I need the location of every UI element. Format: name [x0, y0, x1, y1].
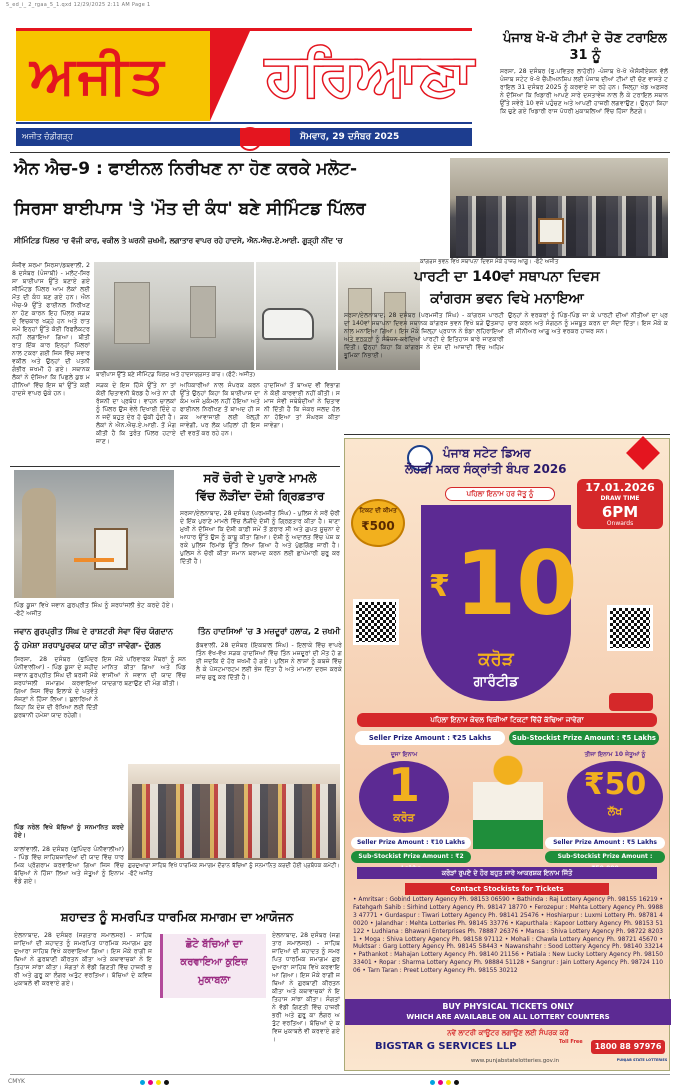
sub3-prize: Sub-Stockist Prize Amount : [545, 851, 665, 863]
masthead-logo-right: ਹਰਿਆਣਾ [266, 43, 475, 108]
sarson-headline-line1: ਸਰੋਂ ਚੋਰੀ ਦੇ ਪੁਰਾਣੇ ਮਾਮਲੇ [203, 471, 317, 485]
registration-dot-magenta [148, 1080, 153, 1085]
pillar-right [190, 286, 216, 338]
second-prize-unit: ਕਰੋੜ [393, 811, 415, 824]
masthead-logo-left: ਅਜੀਤ [30, 46, 167, 106]
third-prize-amount: ₹50 [583, 767, 647, 802]
ad-title2: ਲੋਹੜੀ ਮਕਰ ਸੰਕ੍ਰਾਂਤੀ ਬੰਪਰ 2026 [405, 462, 567, 476]
ad-website: www.punjabstatelotteries.gov.in [470, 1058, 560, 1064]
ticket-price-label: ਟਿਕਟ ਦੀ ਕੀਮਤ [359, 507, 397, 514]
registration-dot-cyan [140, 1080, 145, 1085]
masthead-red-bar [240, 128, 290, 146]
toll-free-label: Toll Free [559, 1039, 583, 1045]
portrait-frame [538, 218, 564, 244]
seller2-prize: Seller Prize Amount : ₹10 Lakhs [351, 837, 471, 849]
draw-onwards: Onwards [606, 520, 634, 527]
company-name: BIGSTAR G SERVICES LLP [375, 1041, 517, 1052]
buy-physical: BUY PHYSICAL TICKETS ONLY [442, 1002, 574, 1011]
congress-photo-caption: ਕਾਂਗਰਸ ਭਵਨ ਵਿਖੇ ਸਥਾਪਨਾ ਦਿਵਸ ਮੌਕੇ ਹਾਜ਼ਰ ਆਗੂ। -ਫੋਟੋ ਅਜੀਤ [420, 259, 559, 265]
second-prize-amount: 1 [387, 758, 420, 812]
ad-title1: ਪੰਜਾਬ ਸਟੇਟ ਡਿਅਰ [443, 446, 531, 460]
car-wreck [262, 308, 314, 340]
chhota-caption: ਪਿੰਡ ਨਰੇਲ ਵਿਖੇ ਬੱਚਿਆਂ ਨੂੰ ਸਨਮਾਨਿਤ ਕਰਦੇ ਹੋਏ। [14, 824, 124, 839]
shahadat-headline: ਸ਼ਹਾਦਤ ਨੂੰ ਸਮਰਪਿਤ ਧਾਰਮਿਕ ਸਮਾਗਮ ਦਾ ਆਯੋਜਨ [60, 910, 294, 924]
qr-code-left [353, 599, 399, 645]
lead-subhead: ਸੀਮਿੰਟਿਡ ਪਿੱਲਰ 'ਚ ਵੱਜੀ ਕਾਰ, ਵਕੀਲ ਤੇ ਘਰਨੀ ਜ਼ਖਮੀ, ਲਗਾਤਾਰ ਵਾਪਰ ਰਹੇ ਹਾਦਸੇ, ਐਨ.ਐਚ.ਏ.ਆਈ. ਗੂੜ੍ਹੀ ਨੀਂਦ 'ਚ [14, 236, 343, 245]
ticket-price: ₹500 [361, 519, 395, 533]
registration-dot-yellow [156, 1080, 161, 1085]
main-prize-amount: 10 [455, 532, 578, 635]
tribute-photo [14, 470, 174, 598]
lead-col3: ਅਧਿਕਾਰੀਆਂ ਨਾਲ ਸੰਪਰਕ ਕਰਨ ਉੱਤੇ ਉਨ੍ਹਾਂ ਕਿਹਾ ਕਿ ਬਾਈਪਾਸ ਦਾ ਕੰਮ ਅਜੇ ਮੁਕੰਮਲ ਨਹੀਂ ਹੋਇਆ ਅਤੇ ਫਾਈਨਲ ਨਿਰੀਖਣ ਤੋਂ ਬਾਅਦ ਹੀ ਸੜਕ ਆਵਾਜਾਈ ਲਈ ਖੋਲ੍ਹੀ ਜਾਵੇਗੀ, ਪਰ ਲੋਕ ਪਹਿਲਾਂ ਹੀ ਇਸ ਦੀ ਵਰਤੋਂ ਕਰ ਰਹੇ ਹਨ। [180, 382, 260, 437]
congress-photo [450, 158, 668, 258]
first-prize-label: ਪਹਿਲਾ ਇਨਾਮ ਹਰ ਜੇਤੂ ਨੂੰ [445, 487, 555, 501]
lottery-ad [344, 438, 670, 1071]
quiz-headline-line3: ਮੁਕਾਬਲਾ [197, 975, 231, 986]
lead-photo-caption: ਬਾਈਪਾਸ ਉੱਤੇ ਬਣੇ ਸੀਮਿੰਟਡ ਪਿੱਲਰ ਅਤੇ ਹਾਦਸਾਗ੍ਰਸਤ ਕਾਰ। (ਫੋਟੋ: ਅਜੀਤ) [96, 372, 255, 378]
congress-headline-line2: ਕਾਂਗਰਸ ਭਵਨ ਵਿਖੇ ਮਨਾਇਆ [430, 291, 584, 307]
masthead [16, 28, 475, 124]
tribute-photo-caption: ਪਿੰਡ ਕੂਸਾ ਵਿਖੇ ਜਵਾਨ ਗੁਰਪ੍ਰੀਤ ਸਿੰਘ ਨੂੰ ਸ਼ਰਧਾਂਜਲੀ ਭੇਟ ਕਰਦੇ ਹੋਏ। -ਫੋਟੋ ਅਜੀਤ [14, 602, 174, 617]
registration-dot-cyan [430, 1080, 435, 1085]
third-prize-unit: ਲੱਖ [607, 805, 623, 818]
seller3-prize: Seller Prize Amount : ₹5 Lakhs [545, 837, 665, 849]
flag-stripe [74, 558, 114, 562]
masthead-date: ਸੋਮਵਾਰ, 29 ਦਸੰਬਰ 2025 [300, 132, 400, 142]
new-counter-line: ਨਵੇਂ ਲਾਟਰੀ ਕਾਊਂਟਰ ਲਗਾਉਣ ਲਈ ਸੰਪਰਕ ਕਰੋ [447, 1029, 569, 1037]
sarson-headline-line2: ਵਿੱਚ ਲੋੜੀਂਦਾ ਦੋਸ਼ੀ ਗ੍ਰਿਫ਼ਤਾਰ [195, 489, 325, 503]
print-slug: 5_ed_i_ 2_rgaa_5_1.qxd 12/29/2025 2:11 AM Page 1 [6, 2, 151, 8]
substockist-prize: Sub-Stockist Prize Amount : ₹5 Lakhs [509, 731, 659, 745]
third-prize-label: ਤੀਜਾ ਇਨਾਮ 10 ਜੇਤੂਆਂ ਨੂੰ [584, 751, 646, 758]
stockists-list: • Amritsar : Gobind Lottery Agency Ph. 98153 06590 • Bathinda : Raj Lottery Agency Ph. 98155 16219 • Fatehgarh Sahib : Sirhind Lottery Agency Ph. 98147 18770 • Ferozepur : Mehta Lottery Agency Ph. 99883 47771 • Gurdaspur : Tiwari Lottery Agency Ph. 98141 25476 • Hoshiarpur : Luxmi Lottery Ph. 98781 40020 • Jalandhar : Mehta Lotteries Ph. 98145 33776 • Kapurthala : Kapoor Lottery Agency Ph. 98153 51122 • Ludhiana : Bhawani Enterprises Ph. 78887 26376 • Mansa : Shiva Lottery Agency Ph. 98722 82031 • Moga : Shiva Lottery Agency Ph. 98158 97112 • Mohali : Chawla Lottery Agency Ph. 98721 45670 • Muktsar : Garg Lottery Agency Ph. 98145 58443 • Nawanshahr : Sood Lottery Agency Ph. 98140 33214 • Pathankot : Mahajan Lottery Agency Ph. 98140 21156 • Patiala : New Lucky Lottery Agency Ph. 98150 33401 • Ropar : Sharma Lottery Agency Ph. 98884 51128 • Sangrur : Jain Lottery Agency Ph. 98724 11006 • Tarn Taran : Preet Lottery Agency Ph. 98155 30212 [353, 897, 663, 975]
portrait-photo [94, 528, 128, 570]
rule [10, 466, 340, 467]
jawan-headline-line1: ਜਵਾਨ ਗੁਰਪ੍ਰੀਤ ਸਿੰਘ ਦੇ ਰਾਸ਼ਟਰੀ ਸੇਵਾ ਵਿੱਚ ਯੋਗਦਾਨ [14, 627, 174, 636]
sub2-prize: Sub-Stockist Prize Amount : ₹2 [351, 851, 471, 863]
bottom-rule [10, 1074, 670, 1075]
draw-date: 17.01.2026 [585, 481, 655, 494]
draw-time: 6PM [601, 503, 639, 521]
lead-col1: ਸੰਜੀਵ ਸ਼ਰਮਾ ਸਿਰਸਾ/ਡਬਵਾਲੀ, 28 ਦਸੰਬਰ (ਪੰਜਾਬੀ) - ਮਲੋਟ-ਸਿਰਸਾ ਬਾਈਪਾਸ ਉੱਤੇ ਬਣਾਏ ਗਏ ਸੀਮਿੰਟਡ ਪਿੱਲਰ ਆਮ ਲੋਕਾਂ ਲਈ ਮੌਤ ਦੀ ਕੰਧ ਬਣ ਗਏ ਹਨ। ਐਨ ਐਚ-9 ਉੱਤੇ ਫਾਈਨਲ ਨਿਰੀਖਣ ਨਾ ਹੋਣ ਕਾਰਨ ਇਹ ਪਿੱਲਰ ਸੜਕ ਦੇ ਵਿਚਕਾਰ ਖੜ੍ਹੇ ਹਨ ਅਤੇ ਰਾਤ ਸਮੇਂ ਇਨ੍ਹਾਂ ਉੱਤੇ ਕੋਈ ਰਿਫਲੈਕਟਰ ਨਹੀਂ ਲਗਾਇਆ ਗਿਆ। ਬੀਤੀ ਰਾਤ ਇੱਕ ਕਾਰ ਇਨ੍ਹਾਂ ਪਿੱਲਰਾਂ ਨਾਲ ਟਕਰਾ ਗਈ ਜਿਸ ਵਿੱਚ ਸਵਾਰ ਵਕੀਲ ਅਤੇ ਉਨ੍ਹਾਂ ਦੀ ਪਤਨੀ ਗੰਭੀਰ ਜ਼ਖਮੀ ਹੋ ਗਏ। ਸਥਾਨਕ ਲੋਕਾਂ ਨੇ ਦੱਸਿਆ ਕਿ ਪਿਛਲੇ ਕੁਝ ਮਹੀਨਿਆਂ ਵਿੱਚ ਇਸ ਥਾਂ ਉੱਤੇ ਕਈ ਹਾਦਸੇ ਵਾਪਰ ਚੁੱਕੇ ਹਨ। [12, 262, 90, 397]
stockists-title: Contact Stockists for Tickets [405, 883, 609, 895]
congress-col1: ਸਰਸਾ/ਏਲਨਾਬਾਦ, 28 ਦਸੰਬਰ (ਪਰਮਜੀਤ ਸਿੰਘ) - ਕਾਂਗਰਸ ਪਾਰਟੀ ਦਾ 140ਵਾਂ ਸਥਾਪਨਾ ਦਿਵਸ ਸਥਾਨਕ ਕਾਂਗਰਸ ਭਵਨ ਵਿਖੇ ਬੜੇ ਉਤਸ਼ਾਹ ਨਾਲ ਮਨਾਇਆ ਗਿਆ। ਇਸ ਮੌਕੇ ਜ਼ਿਲ੍ਹਾ ਪ੍ਰਧਾਨ ਨੇ ਝੰਡਾ ਲਹਿਰਾਇਆ ਅਤੇ ਵਰਕਰਾਂ ਨੂੰ ਸੰਬੋਧਨ ਕਰਦਿਆਂ ਪਾਰਟੀ ਦੇ ਇਤਿਹਾਸ ਬਾਰੇ ਜਾਣਕਾਰੀ ਦਿੱਤੀ। ਉਨ੍ਹਾਂ ਕਿਹਾ ਕਿ ਕਾਂਗਰਸ ਨੇ ਦੇਸ਼ ਦੀ ਆਜ਼ਾਦੀ ਵਿੱਚ ਅਹਿਮ ਭੂਮਿਕਾ ਨਿਭਾਈ। [344, 312, 504, 359]
ad-slogan: ਕਰੋੜਾਂ ਰੁਪਏ ਦੇ ਹੋਰ ਬਹੁਤ ਸਾਰੇ ਆਕਰਸ਼ਕ ਇਨਾਮ ਜਿੱਤੋ [357, 867, 657, 879]
registration-dot-black [164, 1080, 169, 1085]
congress-col2: ਉਨ੍ਹਾਂ ਨੇ ਵਰਕਰਾਂ ਨੂੰ ਪਿੰਡ-ਪਿੰਡ ਜਾ ਕੇ ਪਾਰਟੀ ਦੀਆਂ ਨੀਤੀਆਂ ਦਾ ਪ੍ਰਚਾਰ ਕਰਨ ਅਤੇ ਸੰਗਠਨ ਨੂੰ ਮਜ਼ਬੂਤ ਕਰਨ ਦਾ ਸੱਦਾ ਦਿੱਤਾ। ਇਸ ਮੌਕੇ ਕਈ ਸੀਨੀਅਰ ਆਗੂ ਅਤੇ ਵਰਕਰ ਹਾਜ਼ਰ ਸਨ। [508, 312, 668, 335]
available-counters: WHICH ARE AVAILABLE ON ALL LOTTERY COUNTERS [406, 1013, 610, 1021]
second-prize-label: ਦੂਜਾ ਇਨਾਮ [390, 751, 418, 758]
group-people [132, 784, 336, 858]
qr-code-right [607, 605, 653, 651]
tractor-icon [609, 693, 653, 711]
congress-headline-line1: ਪਾਰਟੀ ਦਾ 140ਵਾਂ ਸਥਾਪਨਾ ਦਿਵਸ [414, 269, 600, 285]
seller-prize: Seller Prize Amount : ₹25 Lakhs [355, 731, 505, 745]
quiz-headline-line1: ਛੋਟੇ ਬੱਚਿਆਂ ਦਾ [185, 939, 243, 950]
accident-body: ਡੱਬਵਾਲੀ, 28 ਦਸੰਬਰ (ਇਕਬਾਲ ਸਿੰਘ) - ਇਲਾਕੇ ਵਿੱਚ ਵਾਪਰੇ ਤਿੰਨ ਵੱਖ-ਵੱਖ ਸੜਕ ਹਾਦਸਿਆਂ ਵਿੱਚ ਤਿੰਨ ਮਜ਼ਦੂਰਾਂ ਦੀ ਮੌਤ ਹੋ ਗਈ ਜਦਕਿ ਦੋ ਹੋਰ ਜ਼ਖਮੀ ਹੋ ਗਏ। ਪੁਲਿਸ ਨੇ ਲਾਸ਼ਾਂ ਨੂੰ ਕਬਜ਼ੇ ਵਿੱਚ ਲੈ ਕੇ ਪੋਸਟਮਾਰਟਮ ਲਈ ਭੇਜ ਦਿੱਤਾ ਹੈ ਅਤੇ ਮਾਮਲਾ ਦਰਜ ਕਰਕੇ ਜਾਂਚ ਸ਼ੁਰੂ ਕਰ ਦਿੱਤੀ ਹੈ। [196, 642, 342, 681]
quiz-headline-line2: ਕਰਵਾਇਆ ਕੁਇਜ਼ [180, 957, 248, 968]
woman-figure [22, 488, 56, 598]
masthead-city: ਅਜੀਤ ਚੰਡੀਗੜ੍ਹ [22, 132, 73, 141]
masthead-red-wedge [210, 31, 250, 121]
group-photo [128, 764, 340, 860]
accident-headline: ਤਿੰਨ ਹਾਦਸਿਆਂ 'ਚ 3 ਮਜ਼ਦੂਰਾਂ ਹਲਾਕ, 2 ਜ਼ਖਮੀ [197, 627, 341, 636]
lead-col4: ਹਾਦਸਿਆਂ ਤੋਂ ਬਾਅਦ ਵੀ ਵਿਭਾਗ ਨੇ ਕੋਈ ਕਾਰਵਾਈ ਨਹੀਂ ਕੀਤੀ। ਸਮਾਜ ਸੇਵੀ ਜਥੇਬੰਦੀਆਂ ਨੇ ਚਿਤਾਵਨੀ ਦਿੱਤੀ ਹੈ ਕਿ ਜੇਕਰ ਜਲਦ ਹੱਲ ਨਾ ਹੋਇਆ ਤਾਂ ਸੰਘਰਸ਼ ਕੀਤਾ ਜਾਵੇਗਾ। [264, 382, 340, 429]
lead-headline-line1: ਐਨ ਐਚ-9 : ਫਾਈਨਲ ਨਿਰੀਖਣ ਨਾ ਹੋਣ ਕਰਕੇ ਮਲੋਟ- [14, 159, 358, 179]
draw-time-label: DRAW TIME [600, 495, 640, 502]
jawan-headline-line2: ਨੂੰ ਹਮੇਸ਼ਾ ਸ਼ਰਧਾਪੂਰਵਕ ਯਾਦ ਕੀਤਾ ਜਾਵੇਗਾ- ਦੁੱਗਲ [14, 641, 161, 650]
group-photo-caption: ਗੁਰਦੁਆਰਾ ਸਾਹਿਬ ਵਿਖੇ ਧਾਰਮਿਕ ਸਮਾਗਮ ਦੌਰਾਨ ਬੱਚਿਆਂ ਨੂੰ ਸਨਮਾਨਿਤ ਕਰਦੀ ਹੋਈ ਪ੍ਰਬੰਧਕ ਕਮੇਟੀ। -ਫੋਟੋ ਅਜੀਤ [128, 863, 340, 877]
chhota-body: ਕਾਲਾਂਵਾਲੀ, 28 ਦਸੰਬਰ (ਭੁਪਿੰਦਰ ਪੰਨੀਵਾਲੀਆ) - ਪਿੰਡ ਵਿੱਚ ਸਾਹਿਬਜ਼ਾਦਿਆਂ ਦੀ ਯਾਦ ਵਿੱਚ ਧਾਰਮਿਕ ਪ੍ਰੋਗਰਾਮ ਕਰਵਾਇਆ ਗਿਆ ਜਿਸ ਵਿੱਚ ਬੱਚਿਆਂ ਨੇ ਹਿੱਸਾ ਲਿਆ ਅਤੇ ਜੇਤੂਆਂ ਨੂੰ ਇਨਾਮ ਵੰਡੇ ਗਏ। [14, 846, 124, 885]
registration-dot-yellow [446, 1080, 451, 1085]
rule [10, 152, 670, 153]
registration-dot-magenta [438, 1080, 443, 1085]
lead-col2: ਸੜਕ ਦੇ ਇਸ ਹਿੱਸੇ ਉੱਤੇ ਨਾ ਤਾਂ ਕੋਈ ਚਿਤਾਵਨੀ ਬੋਰਡ ਹੈ ਅਤੇ ਨਾ ਹੀ ਰੋਸ਼ਨੀ ਦਾ ਪ੍ਰਬੰਧ। ਵਾਹਨ ਚਾਲਕਾਂ ਨੂੰ ਪਿੱਲਰ ਉਸ ਵੇਲੇ ਦਿਖਾਈ ਦਿੰਦੇ ਹਨ ਜਦੋਂ ਬਹੁਤ ਦੇਰ ਹੋ ਚੁੱਕੀ ਹੁੰਦੀ ਹੈ। ਲੋਕਾਂ ਨੇ ਐਨ.ਐਚ.ਏ.ਆਈ. ਤੋਂ ਮੰਗ ਕੀਤੀ ਹੈ ਕਿ ਤੁਰੰਤ ਪਿੱਲਰ ਹਟਾਏ ਜਾਣ। [96, 382, 176, 445]
lead-photo-car [256, 262, 336, 370]
brief-body: ਸਰਸਾ, 28 ਦਸੰਬਰ (ਭੁ.ਪਵਿਤਰ ਲਾਹੋਰੀ) -ਪੰਜਾਬ ਖੋ-ਖੋ ਐਸੋਸੀਏਸ਼ਨ ਵੱਲੋਂ ਪੰਜਾਬ ਸਟੇਟ ਖੋ-ਖੋ ਚੈਂਪੀਅਨਸ਼ਿਪ ਲਈ ਪੰਜਾਬ ਦੀਆਂ ਟੀਮਾਂ ਦੀ ਚੋਣ ਵਾਸਤੇ ਟਰਾਇਲ 31 ਦਸੰਬਰ 2025 ਨੂੰ ਕਰਵਾਏ ਜਾ ਰਹੇ ਹਨ। ਜਿਲ੍ਹਾ ਖੇਡ ਅਫ਼ਸਰ ਨੇ ਦੱਸਿਆ ਕਿ ਖਿਡਾਰੀ ਆਪਣੇ ਸਾਰੇ ਦਸਤਾਵੇਜ਼ ਨਾਲ ਲੈ ਕੇ ਟਰਾਇਲ ਸਥਾਨ ਉੱਤੇ ਸਵੇਰੇ 10 ਵਜੇ ਪਹੁੰਚਣ ਅਤੇ ਆਪਣੀ ਹਾਜ਼ਰੀ ਲਗਵਾਉਣ। ਉਨ੍ਹਾਂ ਕਿਹਾ ਕਿ ਚੁਣੇ ਗਏ ਖਿਡਾਰੀ ਰਾਜ ਪੱਧਰੀ ਮੁਕਾਬਲਿਆਂ ਵਿੱਚ ਹਿੱਸਾ ਲੈਣਗੇ। [500, 68, 668, 115]
jawan-col1: ਸਿਰਸਾ, 28 ਦਸੰਬਰ (ਭੁਪਿੰਦਰ ਪੰਨੀਵਾਲੀਆ) - ਪਿੰਡ ਕੂਸਾ ਦੇ ਸ਼ਹੀਦ ਜਵਾਨ ਗੁਰਪ੍ਰੀਤ ਸਿੰਘ ਦੀ ਬਰਸੀ ਮੌਕੇ ਸ਼ਰਧਾਂਜਲੀ ਸਮਾਗਮ ਕਰਵਾਇਆ ਗਿਆ ਜਿਸ ਵਿੱਚ ਇਲਾਕੇ ਦੇ ਪਤਵੰਤੇ ਸੱਜਣਾਂ ਨੇ ਹਿੱਸਾ ਲਿਆ। ਬੁਲਾਰਿਆਂ ਨੇ ਕਿਹਾ ਕਿ ਦੇਸ਼ ਦੀ ਰੱਖਿਆ ਲਈ ਦਿੱਤੀ ਕੁਰਬਾਨੀ ਹਮੇਸ਼ਾ ਯਾਦ ਰਹੇਗੀ। [14, 656, 98, 719]
phone-number: 1800 88 97976 [591, 1040, 665, 1054]
shahadat-col3: ਏਲਨਾਬਾਦ, 28 ਦਸੰਬਰ (ਜਗਤਾਰ ਸਮਾਲਸਰ) - ਸਾਹਿਬਜ਼ਾਦਿਆਂ ਦੀ ਸ਼ਹਾਦਤ ਨੂੰ ਸਮਰਪਿਤ ਧਾਰਮਿਕ ਸਮਾਗਮ ਗੁਰਦੁਆਰਾ ਸਾਹਿਬ ਵਿਖੇ ਕਰਵਾਇਆ ਗਿਆ। ਇਸ ਮੌਕੇ ਰਾਗੀ ਜਥਿਆਂ ਨੇ ਗੁਰਬਾਣੀ ਕੀਰਤਨ ਕੀਤਾ ਅਤੇ ਕਥਾਵਾਚਕਾਂ ਨੇ ਇਤਿਹਾਸ ਸਾਂਝਾ ਕੀਤਾ। ਸੰਗਤਾਂ ਨੇ ਵੱਡੀ ਗਿਣਤੀ ਵਿੱਚ ਹਾਜ਼ਰੀ ਭਰੀ ਅਤੇ ਗੁਰੂ ਕਾ ਲੰਗਰ ਅਤੁੱਟ ਵਰਤਿਆ। ਬੱਚਿਆਂ ਦੇ ਕਵਿਜ਼ ਮੁਕਾਬਲੇ ਵੀ ਕਰਵਾਏ ਗਏ। [272, 932, 340, 1043]
jawan-col2: ਇਸ ਮੌਕੇ ਪਰਿਵਾਰਕ ਮੈਂਬਰਾਂ ਨੂੰ ਸਨਮਾਨਿਤ ਕੀਤਾ ਗਿਆ ਅਤੇ ਪਿੰਡ ਵਾਸੀਆਂ ਨੇ ਜਵਾਨ ਦੀ ਯਾਦ ਵਿੱਚ ਯਾਦਗਾਰ ਬਣਾਉਣ ਦੀ ਮੰਗ ਕੀਤੀ। [102, 656, 186, 687]
main-prize-rupee: ₹ [429, 569, 450, 604]
ad-logo-label: PUNJAB STATE LOTTERIES [616, 1058, 668, 1062]
ad-note: ਪਹਿਲਾ ਇਨਾਮ ਕੇਵਲ ਵਿਕੀਆਂ ਟਿਕਟਾਂ ਵਿੱਚੋਂ ਕੱਢਿਆ ਜਾਵੇਗਾ [357, 713, 657, 727]
brief-headline: ਪੰਜਾਬ ਖੋ-ਖੋ ਟੀਮਾਂ ਦੇ ਚੋਣ ਟਰਾਇਲ 31 ਨੂੰ [503, 31, 667, 63]
bhangra-dancer [473, 753, 543, 849]
pillar-left [114, 282, 150, 344]
main-prize-crore: ਕਰੋੜ [478, 649, 514, 670]
rule [344, 434, 670, 435]
lead-headline-line2: ਸਿਰਸਾ ਬਾਈਪਾਸ 'ਤੇ 'ਮੌਤ ਦੀ ਕੰਧ' ਬਣੇ ਸੀਮਿੰਟਡ ਪਿੱਲਰ [14, 199, 366, 219]
cmyk-label: CMYK [8, 1078, 25, 1085]
shahadat-col1: ਏਲਨਾਬਾਦ, 28 ਦਸੰਬਰ (ਜਗਤਾਰ ਸਮਾਲਸਰ) - ਸਾਹਿਬਜ਼ਾਦਿਆਂ ਦੀ ਸ਼ਹਾਦਤ ਨੂੰ ਸਮਰਪਿਤ ਧਾਰਮਿਕ ਸਮਾਗਮ ਗੁਰਦੁਆਰਾ ਸਾਹਿਬ ਵਿਖੇ ਕਰਵਾਇਆ ਗਿਆ। ਇਸ ਮੌਕੇ ਰਾਗੀ ਜਥਿਆਂ ਨੇ ਗੁਰਬਾਣੀ ਕੀਰਤਨ ਕੀਤਾ ਅਤੇ ਕਥਾਵਾਚਕਾਂ ਨੇ ਇਤਿਹਾਸ ਸਾਂਝਾ ਕੀਤਾ। ਸੰਗਤਾਂ ਨੇ ਵੱਡੀ ਗਿਣਤੀ ਵਿੱਚ ਹਾਜ਼ਰੀ ਭਰੀ ਅਤੇ ਗੁਰੂ ਕਾ ਲੰਗਰ ਅਤੁੱਟ ਵਰਤਿਆ। ਬੱਚਿਆਂ ਦੇ ਕਵਿਜ਼ ਮੁਕਾਬਲੇ ਵੀ ਕਰਵਾਏ ਗਏ। [14, 932, 152, 987]
lead-photo-pillars [94, 262, 254, 370]
registration-dot-black [454, 1080, 459, 1085]
sarson-body: ਸਰਸਾ/ਏਲਨਾਬਾਦ, 28 ਦਸੰਬਰ (ਪਰਮਜੀਤ ਸਿੰਘ) - ਪੁਲਿਸ ਨੇ ਸਰੋਂ ਚੋਰੀ ਦੇ ਇੱਕ ਪੁਰਾਣੇ ਮਾਮਲੇ ਵਿੱਚ ਲੋੜੀਂਦੇ ਦੋਸ਼ੀ ਨੂੰ ਗ੍ਰਿਫ਼ਤਾਰ ਕੀਤਾ ਹੈ। ਥਾਣਾ ਮੁਖੀ ਨੇ ਦੱਸਿਆ ਕਿ ਦੋਸ਼ੀ ਕਾਫ਼ੀ ਸਮੇਂ ਤੋਂ ਫ਼ਰਾਰ ਸੀ ਅਤੇ ਗੁਪਤ ਸੂਚਨਾ ਦੇ ਆਧਾਰ ਉੱਤੇ ਉਸ ਨੂੰ ਕਾਬੂ ਕੀਤਾ ਗਿਆ। ਦੋਸ਼ੀ ਨੂੰ ਅਦਾਲਤ ਵਿੱਚ ਪੇਸ਼ ਕਰਕੇ ਪੁਲਿਸ ਰਿਮਾਂਡ ਉੱਤੇ ਲਿਆ ਗਿਆ ਹੈ ਅਤੇ ਪੁੱਛਗਿੱਛ ਜਾਰੀ ਹੈ। ਪੁਲਿਸ ਨੇ ਚੋਰੀ ਕੀਤਾ ਸਮਾਨ ਬਰਾਮਦ ਕਰਨ ਲਈ ਛਾਪੇਮਾਰੀ ਸ਼ੁਰੂ ਕਰ ਦਿੱਤੀ ਹੈ। [180, 510, 340, 565]
main-prize-guaranteed: ਗਾਰੰਟੀਡ [473, 674, 519, 690]
